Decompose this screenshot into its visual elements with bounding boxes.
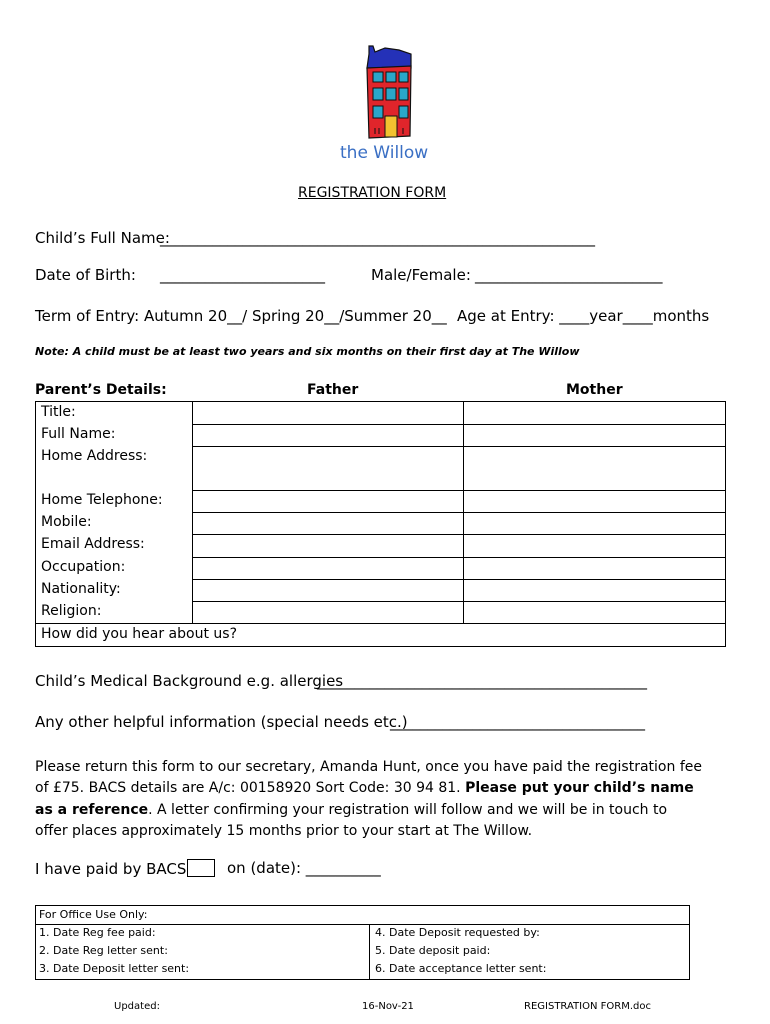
payment-line-4: offer places approximately 15 months prior to your start at The Willow. xyxy=(35,823,533,839)
reference-instruction-end: as a reference xyxy=(35,802,149,818)
other-info-label: Any other helpful information (special needs etc.) xyxy=(35,713,408,731)
payment-date-field[interactable]: on (date): __________ xyxy=(227,859,381,877)
term-of-entry-field[interactable]: Term of Entry: Autumn 20__/ Spring 20__/Summer 20__ xyxy=(35,307,447,325)
row-home-address-label: Home Address: xyxy=(41,448,148,464)
paid-by-bacs-label: I have paid by BACS xyxy=(35,860,187,878)
row-how-heard-label: How did you hear about us? xyxy=(41,626,237,642)
office-item-4: 4. Date Deposit requested by: xyxy=(375,926,540,939)
parents-details-heading: Parent’s Details: xyxy=(35,382,167,398)
date-of-birth-label: Date of Birth: xyxy=(35,266,136,284)
row-title-label: Title: xyxy=(41,404,76,420)
payment-line-2 xyxy=(35,780,694,796)
row-full-name-label: Full Name: xyxy=(41,426,116,442)
medical-background-label: Child’s Medical Background e.g. allergies xyxy=(35,672,344,690)
other-info-field[interactable]: __________________________________ xyxy=(390,713,645,731)
payment-line-3 xyxy=(35,802,667,818)
office-item-3: 3. Date Deposit letter sent: xyxy=(39,962,190,975)
payment-line-1: Please return this form to our secretary, Amanda Hunt, once you have paid the registration fee xyxy=(35,759,702,775)
confirmation-text: . A letter confirming your registration will follow and we will be in touch to xyxy=(148,802,668,818)
bacs-row xyxy=(35,859,217,878)
paid-by-bacs-checkbox[interactable] xyxy=(187,859,215,877)
bacs-details-text: of £75. BACS details are A/c: 00158920 Sort Code: 30 94 81. xyxy=(35,780,466,796)
row-mobile-label: Mobile: xyxy=(41,514,92,530)
office-item-2: 2. Date Reg letter sent: xyxy=(39,944,168,957)
office-use-table xyxy=(35,905,690,980)
row-nationality-label: Nationality: xyxy=(41,581,121,597)
office-use-title: For Office Use Only: xyxy=(39,908,148,921)
row-occupation-label: Occupation: xyxy=(41,559,126,575)
form-title: REGISTRATION FORM xyxy=(298,185,447,201)
row-email-label: Email Address: xyxy=(41,536,145,552)
child-full-name-field[interactable]: __________________________________________________________ xyxy=(160,229,595,247)
child-full-name-label: Child’s Full Name: xyxy=(35,229,170,247)
age-at-entry-field[interactable]: Age at Entry: ____year____months xyxy=(457,307,710,325)
logo-text: the Willow xyxy=(340,143,429,163)
father-column-heading: Father xyxy=(307,382,359,398)
footer-updated-label: Updated: xyxy=(114,1001,160,1012)
row-religion-label: Religion: xyxy=(41,603,102,619)
date-of-birth-field[interactable]: ______________________ xyxy=(160,266,325,284)
mother-column-heading: Mother xyxy=(566,382,623,398)
office-item-1: 1. Date Reg fee paid: xyxy=(39,926,156,939)
office-item-6: 6. Date acceptance letter sent: xyxy=(375,962,547,975)
footer-filename: REGISTRATION FORM.doc xyxy=(524,1001,651,1012)
gender-label: Male/Female: xyxy=(371,266,471,284)
age-note: Note: A child must be at least two years and six months on their first day at The Willow xyxy=(35,345,580,358)
medical-background-field[interactable]: ____________________________________________ xyxy=(317,672,647,690)
parents-details-table xyxy=(35,401,726,647)
row-home-telephone-label: Home Telephone: xyxy=(41,492,163,508)
footer-date: 16-Nov-21 xyxy=(362,1001,414,1012)
reference-instruction: Please put your child’s name xyxy=(465,780,694,796)
gender-field[interactable]: _________________________ xyxy=(475,266,663,284)
willow-house-icon xyxy=(355,42,425,142)
office-item-5: 5. Date deposit paid: xyxy=(375,944,491,957)
